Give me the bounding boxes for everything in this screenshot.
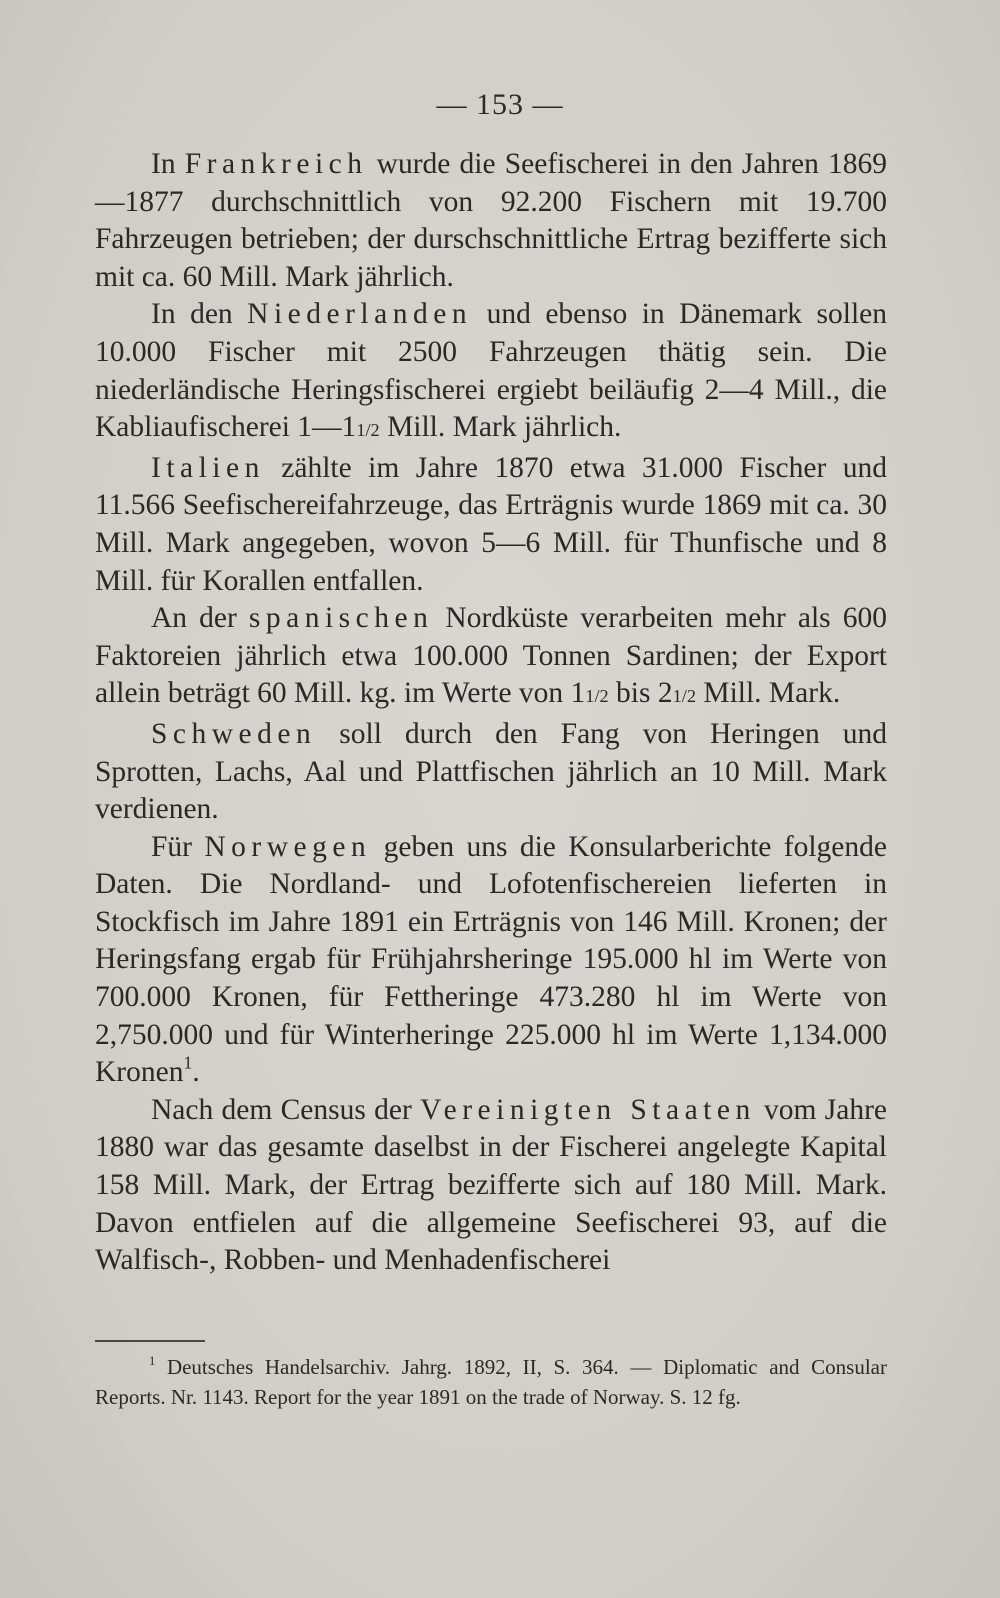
footnote — [95, 1352, 887, 1412]
text: geben uns die Konsularberichte folgende Daten. Die Nordland- und Lofotenfischereien lieferten in Stockfisch im Jahre 1891 ein Erträgnis von 146 Mill. Kronen; der Heringsfang ergab für Frühjahrsheringe 195.000 hl im Werte von 700.000 Kronen, für Fettheringe 473.280 hl im Werte von 2,750.000 und für Winterheringe 225.000 hl im Werte 1,134.000 Kronen — [95, 830, 887, 1089]
text: soll durch den Fang von Heringen und Sprotten, Lachs, Aal und Plattfischen jährlich an 10 Mill. Mark verdienen. — [95, 717, 887, 826]
text: Nach dem Census der — [151, 1093, 421, 1126]
body-text — [95, 146, 887, 1280]
spaced-country-name: Italien — [151, 451, 265, 484]
text: Nordküste verarbeiten mehr als 600 Faktoreien jährlich etwa 100.000 Tonnen Sardinen; der Export allein beträgt 60 Mill. kg. im Werte von 1 — [95, 602, 887, 710]
text: In — [151, 148, 185, 180]
text: Mill. Mark. — [695, 677, 841, 710]
paragraph-sweden — [95, 716, 887, 829]
spaced-country-name: Frankreich — [184, 148, 368, 180]
text: und ebenso in Dänemark sollen 10.000 Fischer mit 2500 Fahrzeugen thätig sein. Die niederländische Heringsfischerei ergiebt beiläufig 2—4 Mill., die Kabliaufischerei 1—1 — [95, 298, 888, 444]
fraction: 1/2 — [356, 420, 380, 441]
fraction: 1/2 — [585, 686, 609, 707]
spaced-country-name: Norwegen — [204, 830, 372, 863]
paragraph-italy — [95, 450, 887, 600]
footnote-reference: 1 — [183, 1052, 193, 1073]
text: Mill. Mark jährlich. — [379, 411, 622, 444]
text: bis 2 — [608, 677, 673, 710]
paragraph-netherlands — [95, 296, 887, 449]
text: zählte im Jahre 1870 etwa 31.000 Fischer und 11.566 Seefischereifahrzeuge, das Erträgnis wurde 1869 mit ca. 30 Mill. Mark angegeben, wovon 5—6 Mill. für Thunfische und 8 Mill. für Korallen entfallen. — [95, 451, 887, 597]
spaced-country-name: Schweden — [151, 717, 317, 750]
spaced-country-name: Vereinigten Staaten — [420, 1093, 756, 1126]
text: An der — [151, 602, 249, 635]
footnote-text — [95, 1352, 887, 1412]
footnote-separator — [95, 1340, 205, 1342]
text: In den — [151, 298, 248, 331]
paragraph-spain — [95, 600, 887, 716]
text: Für — [151, 830, 205, 863]
paragraph-norway — [95, 829, 887, 1092]
paragraph-france — [95, 146, 887, 296]
text: vom Jahre 1880 war das gesamte daselbst in der Fischerei angelegte Kapital 158 Mill. Mark, der Ertrag bezifferte sich auf 180 Mill. Mark. Davon entfielen auf die allgemeine Seefischerei 93, auf die Walfisch-, Robben- und Menhadenfischerei — [95, 1093, 887, 1277]
text: wurde die Seefischerei in den Jahren 1869—1877 durchschnittlich von 92.200 Fischern mit 19.700 Fahrzeugen betrieben; der durschschnittliche Ertrag bezifferte sich mit ca. 60 Mill. Mark jährlich. — [95, 148, 888, 293]
spaced-country-name: Niederlanden — [247, 298, 473, 331]
footnote-marker: 1 — [149, 1354, 156, 1369]
paragraph-united-states — [95, 1092, 887, 1280]
page-number: — 153 — — [436, 88, 564, 121]
text: . — [192, 1056, 200, 1089]
fraction: 1/2 — [672, 686, 696, 707]
spaced-country-name: spanischen — [248, 602, 434, 635]
footnote-body: Deutsches Handelsarchiv. Jahrg. 1892, II, S. 364. — Diplomatic and Consular Reports. Nr. 1143. Report for the year 1891 on the trade of Norway. S. 12 fg. — [95, 1355, 887, 1409]
